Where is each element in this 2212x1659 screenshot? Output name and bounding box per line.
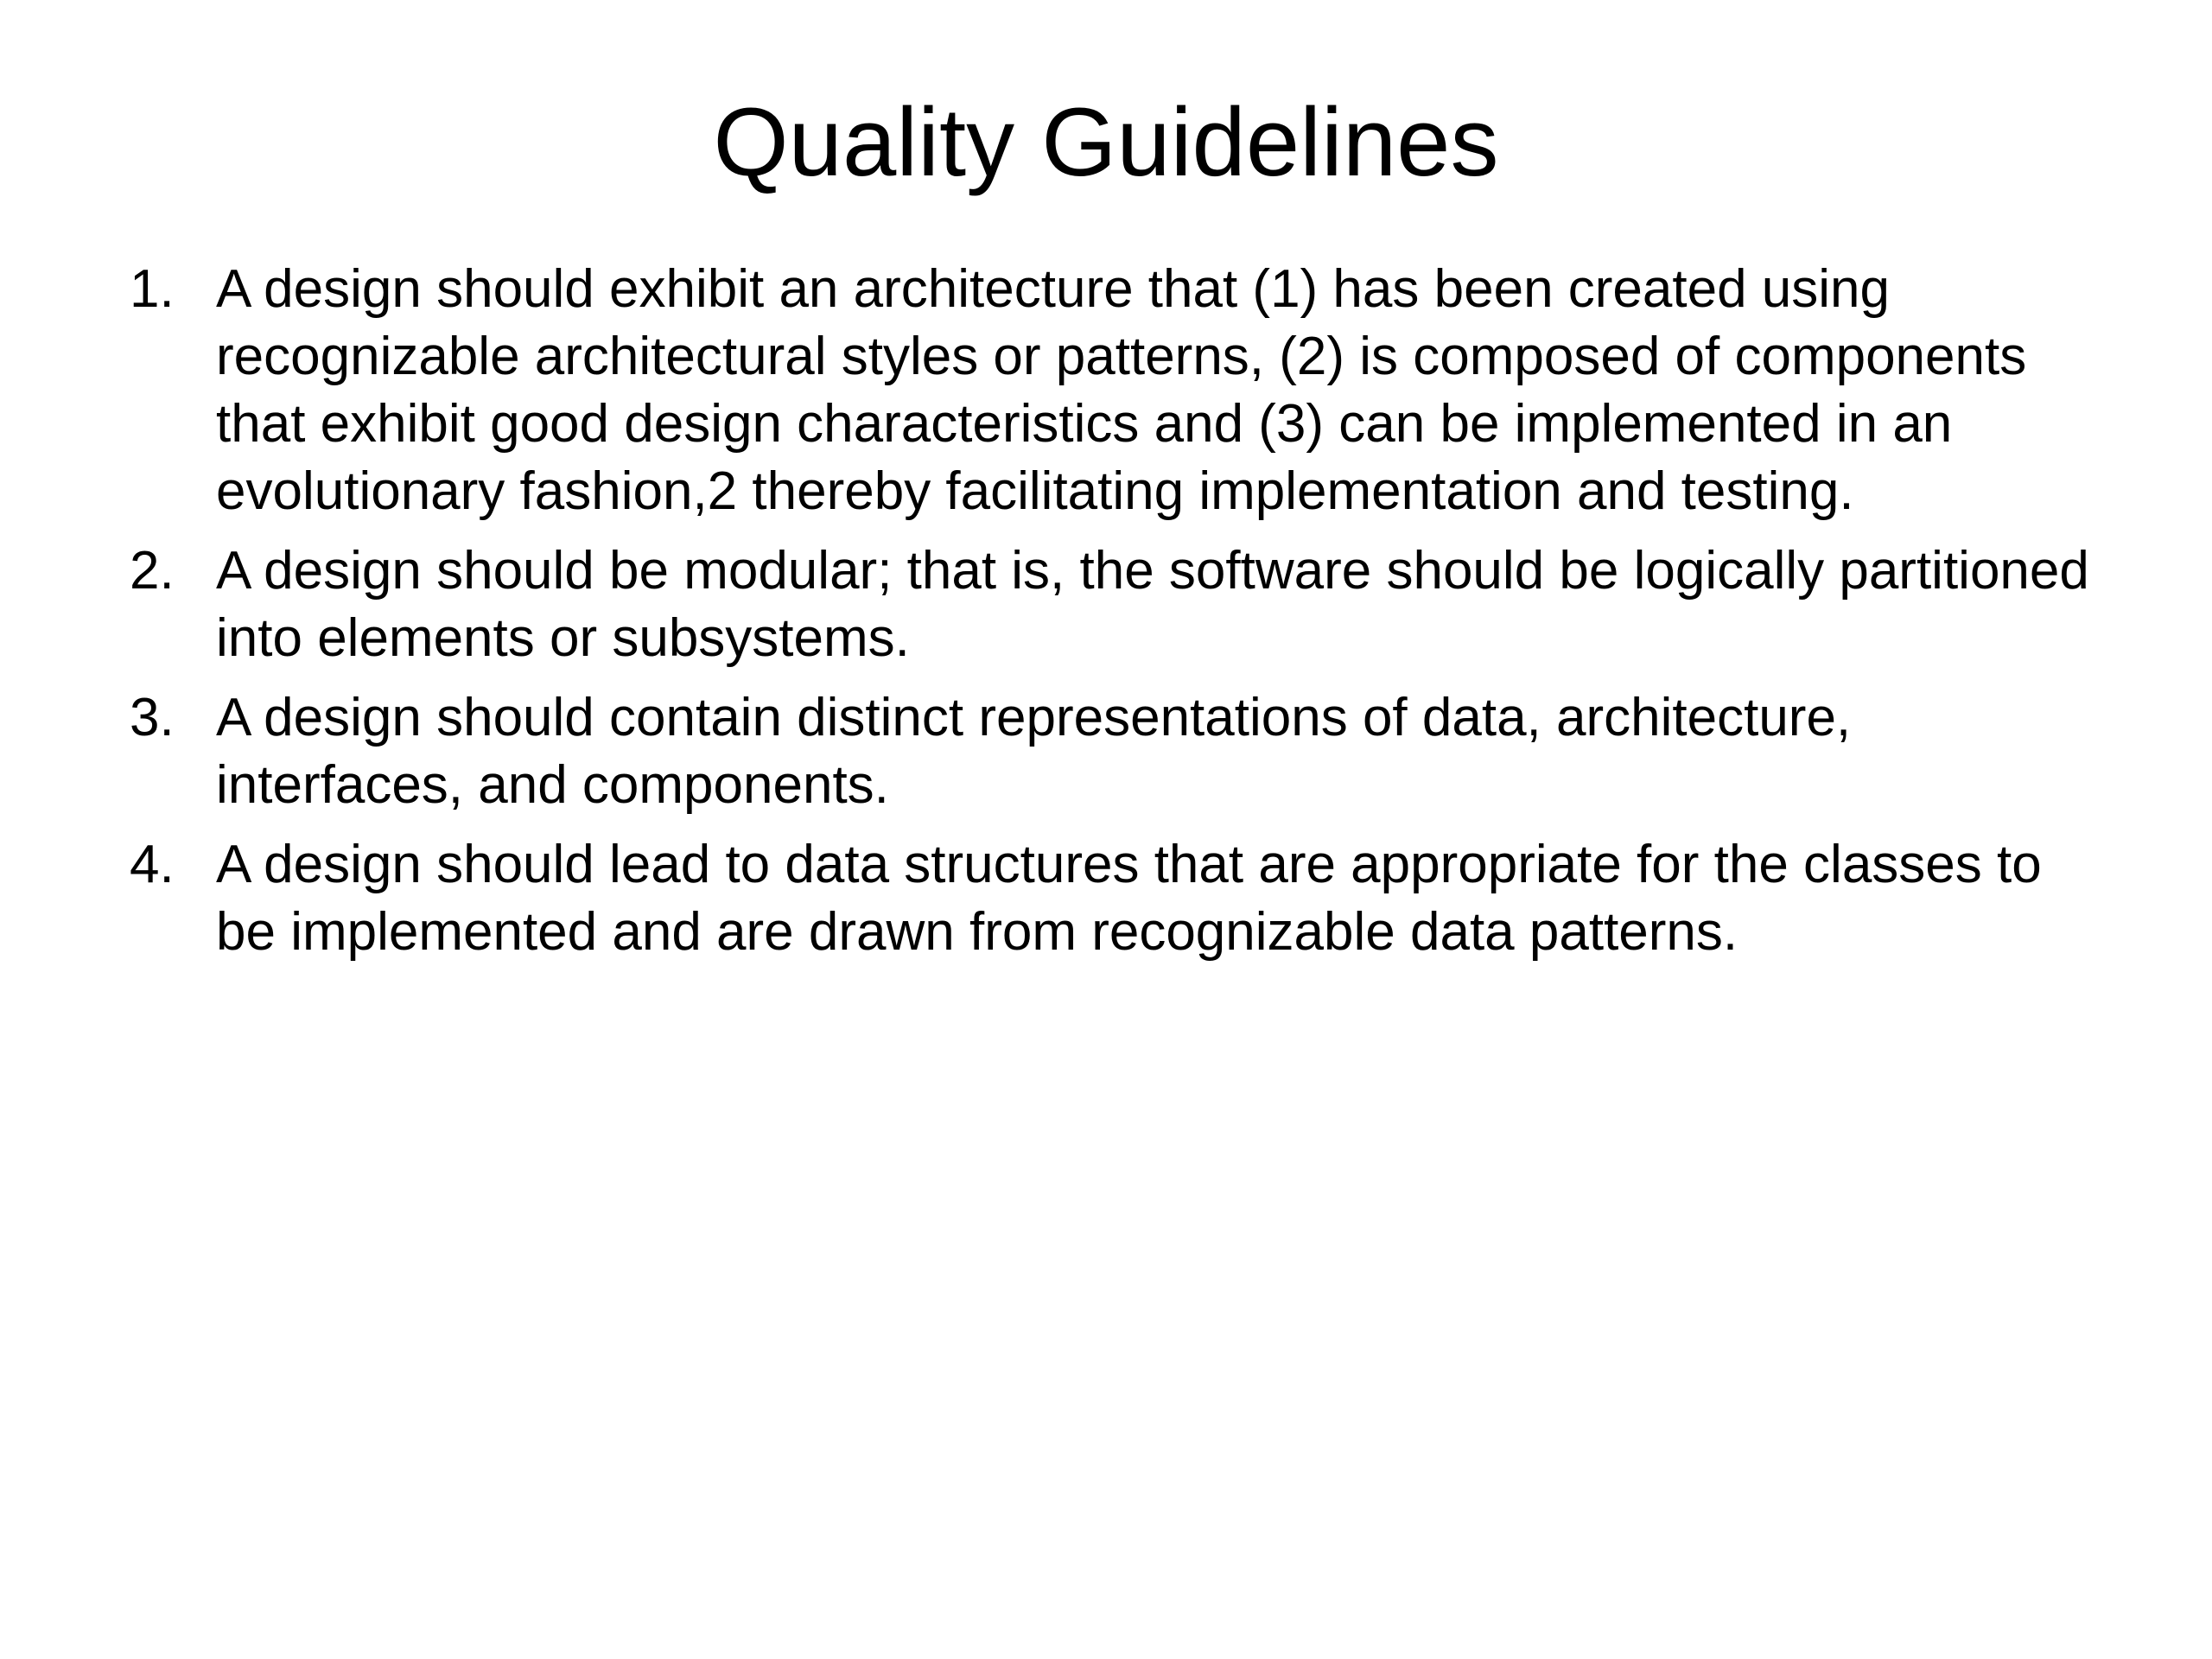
guideline-text: A design should lead to data structures that are appropriate for the classes to be implemented and are drawn from recognizable data patterns. — [216, 835, 2042, 962]
guideline-item-4 — [130, 831, 2108, 966]
guideline-item-3 — [130, 684, 2108, 819]
guideline-text: A design should contain distinct representations of data, architecture, interfaces, and components. — [216, 688, 1852, 815]
guideline-number: 3. — [130, 688, 175, 747]
guideline-number: 2. — [130, 541, 175, 601]
slide-title: Quality Guidelines — [713, 88, 1499, 196]
guideline-number: 4. — [130, 835, 175, 894]
guideline-item-2 — [130, 537, 2108, 672]
guideline-item-1 — [130, 256, 2108, 525]
guideline-text: A design should exhibit an architecture that (1) has been created using recognizable architectural styles or patterns, (2) is composed of components that exhibit good design characteristics and (3) can be implemented in an evolutionary fashion,2 thereby facilitating implementation and testing. — [216, 259, 2027, 521]
guideline-list — [130, 256, 2108, 978]
guideline-number: 1. — [130, 259, 175, 319]
guideline-text: A design should be modular; that is, the software should be logically partitioned into elements or subsystems. — [216, 541, 2089, 668]
